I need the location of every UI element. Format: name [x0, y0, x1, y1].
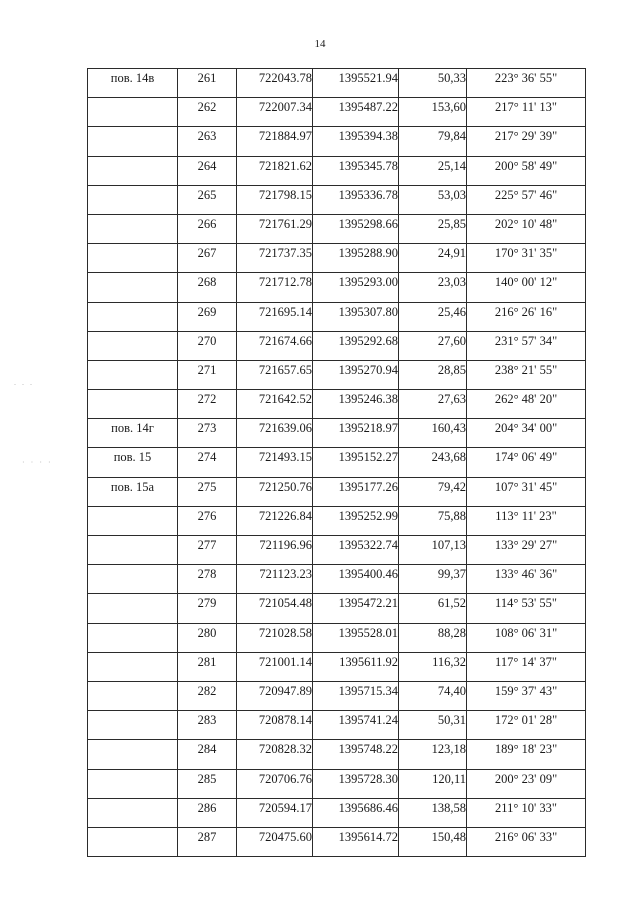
distance-cell: 120,11	[399, 769, 467, 798]
table-row	[88, 360, 586, 389]
y-coordinate-cell: 1395345.78	[313, 156, 399, 185]
point-number-cell: 275	[178, 477, 237, 506]
y-coordinate-cell: 1395252.99	[313, 506, 399, 535]
x-coordinate-cell: 721226.84	[237, 506, 313, 535]
point-number-cell: 284	[178, 740, 237, 769]
distance-cell: 28,85	[399, 360, 467, 389]
direction-angle-cell: 189° 18' 23"	[467, 740, 586, 769]
point-label-cell	[88, 331, 178, 360]
direction-angle-cell: 107° 31' 45"	[467, 477, 586, 506]
direction-angle-cell: 117° 14' 37"	[467, 652, 586, 681]
table-row	[88, 419, 586, 448]
direction-angle-cell: 216° 26' 16"	[467, 302, 586, 331]
y-coordinate-cell: 1395152.27	[313, 448, 399, 477]
table-row	[88, 273, 586, 302]
table-row	[88, 740, 586, 769]
distance-cell: 153,60	[399, 98, 467, 127]
table-row	[88, 156, 586, 185]
point-number-cell: 286	[178, 798, 237, 827]
point-number-cell: 261	[178, 69, 237, 98]
point-number-cell: 287	[178, 827, 237, 856]
point-label-cell	[88, 594, 178, 623]
direction-angle-cell: 211° 10' 33"	[467, 798, 586, 827]
point-number-cell: 282	[178, 681, 237, 710]
point-label-cell: пов. 15а	[88, 477, 178, 506]
table-row	[88, 331, 586, 360]
distance-cell: 50,33	[399, 69, 467, 98]
y-coordinate-cell: 1395336.78	[313, 185, 399, 214]
point-number-cell: 273	[178, 419, 237, 448]
point-label-cell	[88, 798, 178, 827]
y-coordinate-cell: 1395611.92	[313, 652, 399, 681]
point-label-cell	[88, 769, 178, 798]
x-coordinate-cell: 720947.89	[237, 681, 313, 710]
direction-angle-cell: 223° 36' 55"	[467, 69, 586, 98]
direction-angle-cell: 170° 31' 35"	[467, 244, 586, 273]
point-number-cell: 268	[178, 273, 237, 302]
distance-cell: 25,46	[399, 302, 467, 331]
table-row	[88, 244, 586, 273]
point-number-cell: 269	[178, 302, 237, 331]
direction-angle-cell: 231° 57' 34"	[467, 331, 586, 360]
table-row	[88, 390, 586, 419]
x-coordinate-cell: 721639.06	[237, 419, 313, 448]
point-label-cell	[88, 565, 178, 594]
point-label-cell: пов. 14в	[88, 69, 178, 98]
direction-angle-cell: 204° 34' 00"	[467, 419, 586, 448]
table-row	[88, 536, 586, 565]
point-label-cell	[88, 506, 178, 535]
y-coordinate-cell: 1395528.01	[313, 623, 399, 652]
x-coordinate-cell: 721123.23	[237, 565, 313, 594]
direction-angle-cell: 238° 21' 55"	[467, 360, 586, 389]
direction-angle-cell: 200° 58' 49"	[467, 156, 586, 185]
x-coordinate-cell: 721001.14	[237, 652, 313, 681]
x-coordinate-cell: 720828.32	[237, 740, 313, 769]
table-row	[88, 681, 586, 710]
distance-cell: 27,63	[399, 390, 467, 419]
x-coordinate-cell: 721821.62	[237, 156, 313, 185]
point-label-cell	[88, 623, 178, 652]
table-row	[88, 623, 586, 652]
table-row	[88, 652, 586, 681]
table-row	[88, 506, 586, 535]
table-row	[88, 69, 586, 98]
x-coordinate-cell: 721028.58	[237, 623, 313, 652]
distance-cell: 75,88	[399, 506, 467, 535]
point-number-cell: 270	[178, 331, 237, 360]
x-coordinate-cell: 722043.78	[237, 69, 313, 98]
distance-cell: 123,18	[399, 740, 467, 769]
x-coordinate-cell: 721884.97	[237, 127, 313, 156]
y-coordinate-cell: 1395400.46	[313, 565, 399, 594]
table-row	[88, 711, 586, 740]
distance-cell: 50,31	[399, 711, 467, 740]
point-label-cell	[88, 273, 178, 302]
y-coordinate-cell: 1395246.38	[313, 390, 399, 419]
x-coordinate-cell: 721657.65	[237, 360, 313, 389]
point-number-cell: 278	[178, 565, 237, 594]
x-coordinate-cell: 722007.34	[237, 98, 313, 127]
direction-angle-cell: 114° 53' 55"	[467, 594, 586, 623]
x-coordinate-cell: 721737.35	[237, 244, 313, 273]
point-number-cell: 280	[178, 623, 237, 652]
direction-angle-cell: 159° 37' 43"	[467, 681, 586, 710]
direction-angle-cell: 200° 23' 09"	[467, 769, 586, 798]
point-label-cell	[88, 98, 178, 127]
x-coordinate-cell: 721250.76	[237, 477, 313, 506]
point-number-cell: 263	[178, 127, 237, 156]
distance-cell: 27,60	[399, 331, 467, 360]
table-row	[88, 185, 586, 214]
direction-angle-cell: 225° 57' 46"	[467, 185, 586, 214]
scan-margin-mark: . . .	[14, 378, 34, 387]
direction-angle-cell: 133° 29' 27"	[467, 536, 586, 565]
direction-angle-cell: 174° 06' 49"	[467, 448, 586, 477]
x-coordinate-cell: 721695.14	[237, 302, 313, 331]
point-label-cell	[88, 827, 178, 856]
coordinates-table-body	[88, 69, 586, 857]
table-row	[88, 798, 586, 827]
y-coordinate-cell: 1395394.38	[313, 127, 399, 156]
distance-cell: 61,52	[399, 594, 467, 623]
point-number-cell: 279	[178, 594, 237, 623]
table-row	[88, 769, 586, 798]
point-number-cell: 266	[178, 214, 237, 243]
table-row	[88, 565, 586, 594]
y-coordinate-cell: 1395614.72	[313, 827, 399, 856]
distance-cell: 53,03	[399, 185, 467, 214]
direction-angle-cell: 140° 00' 12"	[467, 273, 586, 302]
y-coordinate-cell: 1395218.97	[313, 419, 399, 448]
distance-cell: 88,28	[399, 623, 467, 652]
point-label-cell	[88, 536, 178, 565]
table-row	[88, 214, 586, 243]
table-row	[88, 127, 586, 156]
y-coordinate-cell: 1395298.66	[313, 214, 399, 243]
direction-angle-cell: 113° 11' 23"	[467, 506, 586, 535]
y-coordinate-cell: 1395177.26	[313, 477, 399, 506]
y-coordinate-cell: 1395292.68	[313, 331, 399, 360]
x-coordinate-cell: 720706.76	[237, 769, 313, 798]
y-coordinate-cell: 1395748.22	[313, 740, 399, 769]
x-coordinate-cell: 721642.52	[237, 390, 313, 419]
distance-cell: 138,58	[399, 798, 467, 827]
x-coordinate-cell: 721493.15	[237, 448, 313, 477]
table-row	[88, 448, 586, 477]
x-coordinate-cell: 721761.29	[237, 214, 313, 243]
point-number-cell: 271	[178, 360, 237, 389]
x-coordinate-cell: 721196.96	[237, 536, 313, 565]
distance-cell: 25,14	[399, 156, 467, 185]
distance-cell: 25,85	[399, 214, 467, 243]
x-coordinate-cell: 721054.48	[237, 594, 313, 623]
y-coordinate-cell: 1395741.24	[313, 711, 399, 740]
direction-angle-cell: 108° 06' 31"	[467, 623, 586, 652]
table-row	[88, 594, 586, 623]
y-coordinate-cell: 1395307.80	[313, 302, 399, 331]
point-number-cell: 267	[178, 244, 237, 273]
point-label-cell	[88, 302, 178, 331]
x-coordinate-cell: 721674.66	[237, 331, 313, 360]
y-coordinate-cell: 1395293.00	[313, 273, 399, 302]
distance-cell: 243,68	[399, 448, 467, 477]
point-number-cell: 265	[178, 185, 237, 214]
coordinates-table	[87, 68, 586, 857]
page-number: 14	[314, 38, 326, 50]
direction-angle-cell: 133° 46' 36"	[467, 565, 586, 594]
point-label-cell	[88, 127, 178, 156]
y-coordinate-cell: 1395715.34	[313, 681, 399, 710]
distance-cell: 116,32	[399, 652, 467, 681]
y-coordinate-cell: 1395472.21	[313, 594, 399, 623]
distance-cell: 74,40	[399, 681, 467, 710]
point-label-cell	[88, 740, 178, 769]
x-coordinate-cell: 721712.78	[237, 273, 313, 302]
x-coordinate-cell: 721798.15	[237, 185, 313, 214]
point-number-cell: 276	[178, 506, 237, 535]
distance-cell: 99,37	[399, 565, 467, 594]
point-number-cell: 274	[178, 448, 237, 477]
point-number-cell: 277	[178, 536, 237, 565]
distance-cell: 79,84	[399, 127, 467, 156]
point-number-cell: 283	[178, 711, 237, 740]
point-label-cell	[88, 360, 178, 389]
distance-cell: 24,91	[399, 244, 467, 273]
point-label-cell	[88, 652, 178, 681]
point-label-cell	[88, 156, 178, 185]
x-coordinate-cell: 720475.60	[237, 827, 313, 856]
direction-angle-cell: 217° 11' 13"	[467, 98, 586, 127]
point-label-cell: пов. 14г	[88, 419, 178, 448]
direction-angle-cell: 217° 29' 39"	[467, 127, 586, 156]
table-row	[88, 302, 586, 331]
y-coordinate-cell: 1395322.74	[313, 536, 399, 565]
scan-margin-mark: · · · ·	[22, 458, 53, 467]
point-number-cell: 272	[178, 390, 237, 419]
point-number-cell: 285	[178, 769, 237, 798]
point-number-cell: 264	[178, 156, 237, 185]
point-label-cell	[88, 214, 178, 243]
point-label-cell	[88, 185, 178, 214]
point-number-cell: 262	[178, 98, 237, 127]
y-coordinate-cell: 1395487.22	[313, 98, 399, 127]
y-coordinate-cell: 1395270.94	[313, 360, 399, 389]
direction-angle-cell: 172° 01' 28"	[467, 711, 586, 740]
distance-cell: 160,43	[399, 419, 467, 448]
distance-cell: 79,42	[399, 477, 467, 506]
table-row	[88, 98, 586, 127]
point-number-cell: 281	[178, 652, 237, 681]
x-coordinate-cell: 720878.14	[237, 711, 313, 740]
y-coordinate-cell: 1395686.46	[313, 798, 399, 827]
point-label-cell	[88, 681, 178, 710]
point-label-cell: пов. 15	[88, 448, 178, 477]
point-label-cell	[88, 244, 178, 273]
direction-angle-cell: 216° 06' 33"	[467, 827, 586, 856]
y-coordinate-cell: 1395288.90	[313, 244, 399, 273]
direction-angle-cell: 262° 48' 20"	[467, 390, 586, 419]
table-row	[88, 477, 586, 506]
direction-angle-cell: 202° 10' 48"	[467, 214, 586, 243]
point-label-cell	[88, 711, 178, 740]
x-coordinate-cell: 720594.17	[237, 798, 313, 827]
y-coordinate-cell: 1395521.94	[313, 69, 399, 98]
table-row	[88, 827, 586, 856]
point-label-cell	[88, 390, 178, 419]
distance-cell: 23,03	[399, 273, 467, 302]
y-coordinate-cell: 1395728.30	[313, 769, 399, 798]
distance-cell: 107,13	[399, 536, 467, 565]
distance-cell: 150,48	[399, 827, 467, 856]
